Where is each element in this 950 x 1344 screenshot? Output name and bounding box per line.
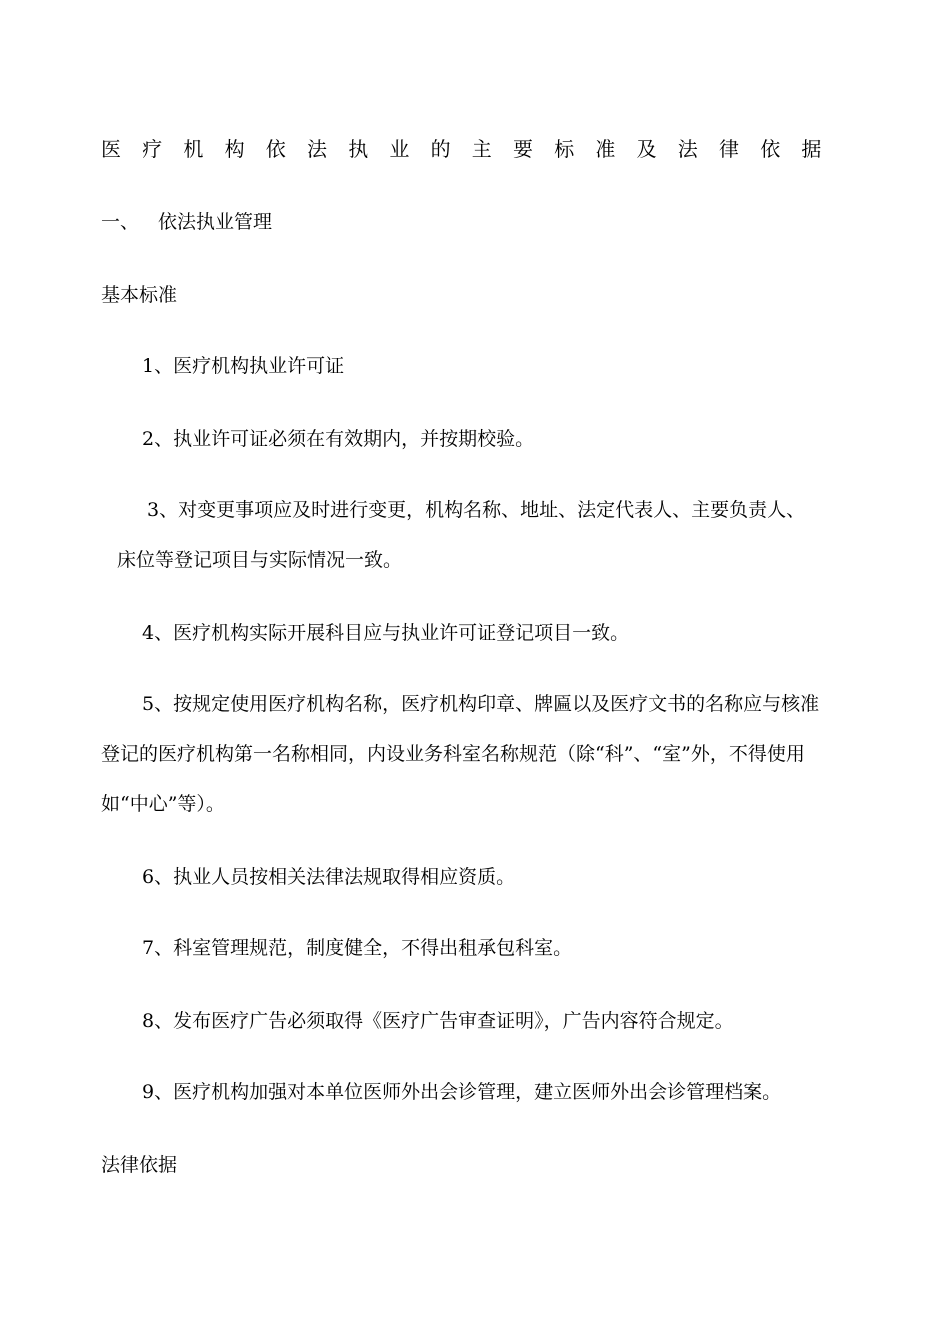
list-item-continuation: 登记的医疗机构第一名称相同，内设业务科室名称规范（除“科”、“室”外，不得使用 (101, 743, 805, 765)
list-item: 7、科室管理规范，制度健全，不得出租承包科室。 (142, 937, 573, 959)
document-title: 医疗机构依法执业的主要标准及法律依据 (101, 137, 843, 161)
list-item: 6、执业人员按相关法律法规取得相应资质。 (142, 866, 516, 888)
list-item: 9、医疗机构加强对本单位医师外出会诊管理，建立医师外出会诊管理档案。 (142, 1081, 782, 1103)
legal-basis-heading: 法律依据 (101, 1154, 178, 1176)
section-heading: 依法执业管理 (158, 211, 273, 233)
list-item: 2、执业许可证必须在有效期内，并按期校验。 (142, 428, 535, 450)
section-number: 一、 (101, 211, 140, 233)
list-item: 4、医疗机构实际开展科目应与执业许可证登记项目一致。 (142, 622, 630, 644)
basic-standards-heading: 基本标准 (101, 284, 178, 306)
list-item: 1、医疗机构执业许可证 (142, 355, 345, 377)
list-item: 3、对变更事项应及时进行变更，机构名称、地址、法定代表人、主要负责人、 (147, 499, 806, 521)
list-item: 5、按规定使用医疗机构名称，医疗机构印章、牌匾以及医疗文书的名称应与核准 (142, 693, 820, 715)
list-item-continuation: 如“中心”等）。 (101, 793, 225, 815)
list-item: 8、发布医疗广告必须取得《医疗广告审查证明》，广告内容符合规定。 (142, 1010, 734, 1032)
list-item-continuation: 床位等登记项目与实际情况一致。 (117, 549, 403, 571)
